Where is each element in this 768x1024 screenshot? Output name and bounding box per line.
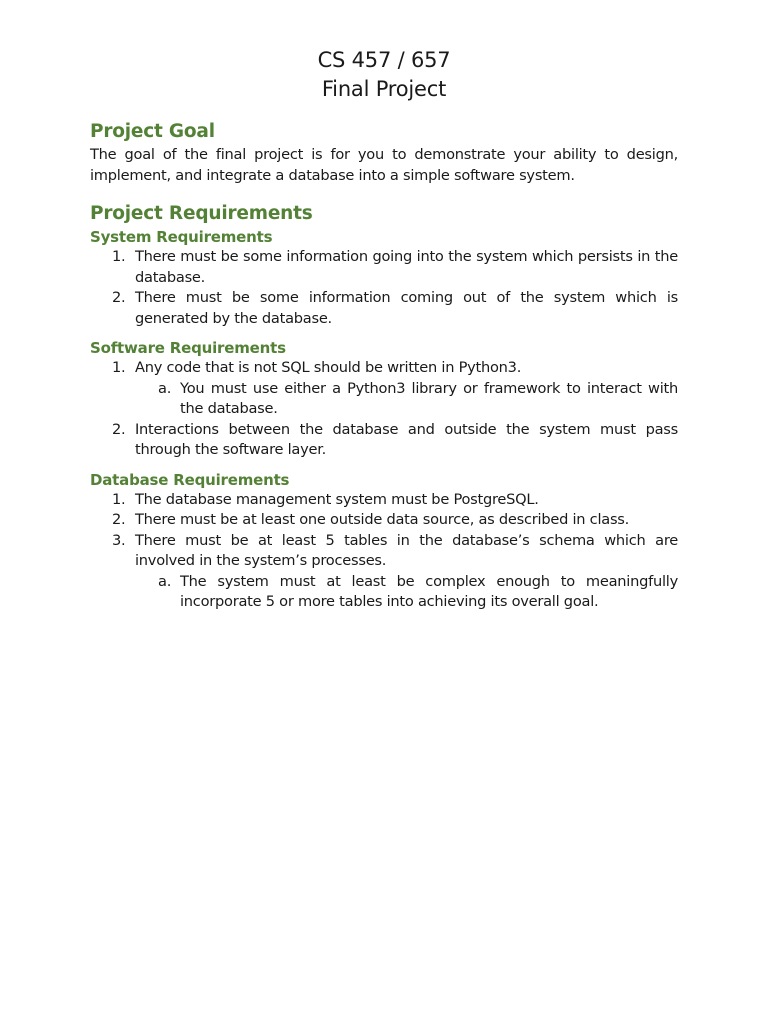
list-item-text: Interactions between the database and outside the system must pass through the software layer. — [135, 420, 678, 458]
list-marker: 1. — [112, 248, 126, 265]
database-requirements-list — [90, 490, 678, 613]
document-page — [90, 46, 678, 613]
sub-list-item-text: You must use either a Python3 library or framework to interact with the database. — [180, 379, 678, 417]
project-goal-text: The goal of the final project is for you to demonstrate your ability to design, implement, and integrate a database into a simple software system. — [90, 146, 678, 184]
document-title — [90, 46, 678, 104]
title-project: Final Project — [321, 77, 447, 101]
project-requirements-heading: Project Requirements — [90, 203, 313, 224]
sub-list-marker: a. — [158, 572, 172, 590]
sub-list-item — [90, 572, 678, 613]
title-course: CS 457 / 657 — [317, 48, 451, 72]
list-item-text: Any code that is not SQL should be written in Python3. — [135, 359, 522, 376]
list-marker: 2. — [112, 420, 126, 438]
system-requirements-heading: System Requirements — [90, 228, 273, 246]
list-marker: 1. — [112, 359, 126, 376]
list-marker: 3. — [112, 531, 126, 549]
software-requirements-list — [90, 358, 678, 461]
list-marker: 2. — [112, 289, 126, 306]
list-marker: 2. — [112, 511, 126, 528]
list-item-text: There must be some information coming out of the system which is generated by the database. — [135, 289, 678, 327]
list-item — [90, 531, 678, 572]
project-goal-heading: Project Goal — [90, 121, 215, 142]
system-requirements-list — [90, 247, 678, 329]
list-item-text: The database management system must be PostgreSQL. — [135, 490, 539, 508]
list-item — [90, 247, 678, 288]
list-item-text: There must be some information going into the system which persists in the database. — [135, 248, 678, 286]
software-requirements-heading: Software Requirements — [90, 339, 286, 357]
list-item — [90, 420, 678, 461]
sub-list-marker: a. — [158, 379, 172, 397]
list-item-text: There must be at least one outside data source, as described in class. — [135, 511, 630, 528]
database-requirements-heading: Database Requirements — [90, 470, 290, 489]
sub-list-item — [90, 379, 678, 420]
list-marker: 1. — [112, 490, 126, 508]
sub-list-item-text: The system must at least be complex enough to meaningfully incorporate 5 or more tables into achieving its overall goal. — [180, 572, 678, 610]
list-item — [90, 288, 678, 329]
list-item — [90, 510, 678, 531]
list-item-text: There must be at least 5 tables in the database’s schema which are involved in the system’s processes. — [135, 531, 678, 569]
list-item — [90, 358, 678, 379]
list-item — [90, 490, 678, 511]
